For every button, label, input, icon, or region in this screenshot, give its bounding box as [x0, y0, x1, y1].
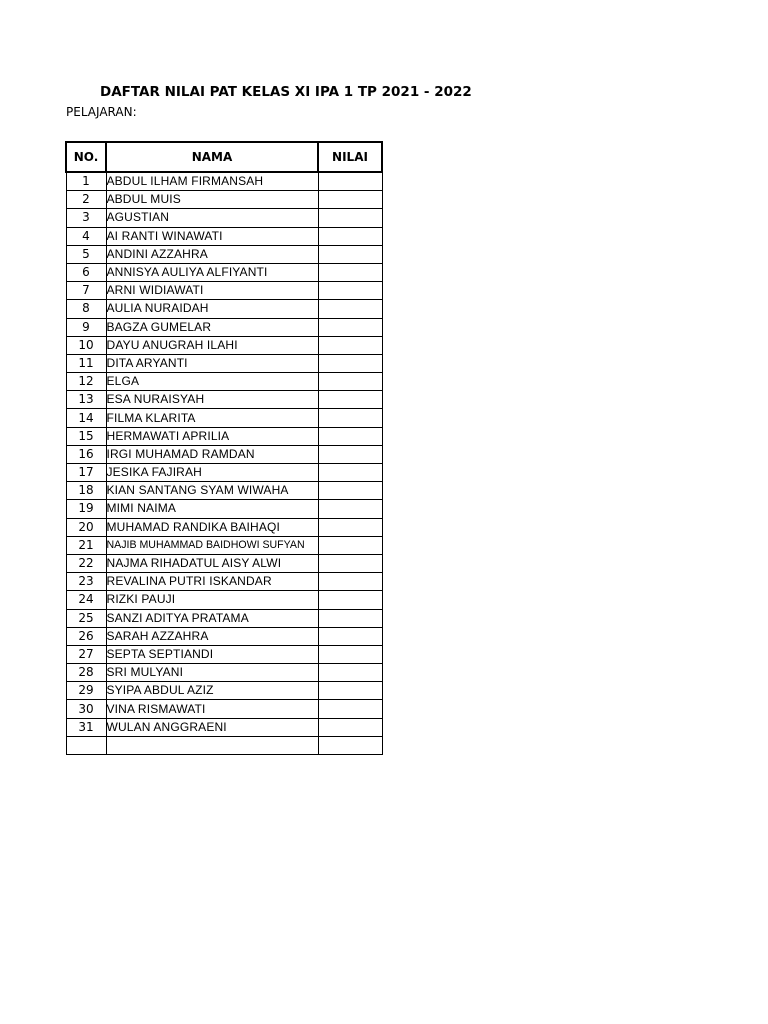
table-row [66, 354, 382, 372]
grades-table [65, 141, 383, 755]
row-number: 10 [66, 336, 106, 354]
student-name: AI RANTI WINAWATI [106, 227, 318, 245]
table-row [66, 172, 382, 191]
grade-cell[interactable] [318, 518, 382, 536]
document-title: DAFTAR NILAI PAT KELAS XI IPA 1 TP 2021 - 2022 [100, 84, 472, 100]
header-nilai: NILAI [318, 142, 382, 172]
student-name: REVALINA PUTRI ISKANDAR [106, 573, 318, 591]
row-number: 25 [66, 609, 106, 627]
row-number: 6 [66, 263, 106, 281]
grade-cell[interactable] [318, 209, 382, 227]
table-row [66, 263, 382, 281]
row-number: 19 [66, 500, 106, 518]
grade-cell[interactable] [318, 336, 382, 354]
student-name: HERMAWATI APRILIA [106, 427, 318, 445]
grade-cell[interactable] [318, 718, 382, 736]
row-number: 22 [66, 554, 106, 572]
table-row [66, 336, 382, 354]
grade-cell[interactable] [318, 427, 382, 445]
table-row [66, 645, 382, 663]
student-name: ABDUL ILHAM FIRMANSAH [106, 172, 318, 191]
grade-cell[interactable] [318, 664, 382, 682]
grade-cell[interactable] [318, 536, 382, 554]
header-no: NO. [66, 142, 106, 172]
table-row [66, 591, 382, 609]
grade-cell[interactable] [318, 682, 382, 700]
table-row [66, 700, 382, 718]
table-row [66, 300, 382, 318]
student-name: KIAN SANTANG SYAM WIWAHA [106, 482, 318, 500]
row-number: 2 [66, 191, 106, 209]
row-number: 5 [66, 245, 106, 263]
grade-cell[interactable] [318, 409, 382, 427]
grade-cell[interactable] [318, 627, 382, 645]
table-row [66, 536, 382, 554]
student-name [106, 736, 318, 754]
grade-cell[interactable] [318, 391, 382, 409]
student-name: WULAN ANGGRAENI [106, 718, 318, 736]
grade-cell[interactable] [318, 282, 382, 300]
grade-cell[interactable] [318, 482, 382, 500]
grade-cell[interactable] [318, 318, 382, 336]
student-name: MIMI NAIMA [106, 500, 318, 518]
student-name: ARNI WIDIAWATI [106, 282, 318, 300]
table-row [66, 373, 382, 391]
row-number: 12 [66, 373, 106, 391]
row-number: 20 [66, 518, 106, 536]
table-row [66, 718, 382, 736]
student-name: AULIA NURAIDAH [106, 300, 318, 318]
student-name: AGUSTIAN [106, 209, 318, 227]
student-name: SRI MULYANI [106, 664, 318, 682]
row-number: 1 [66, 172, 106, 191]
student-name: NAJIB MUHAMMAD BAIDHOWI SUFYAN [106, 536, 318, 554]
student-name: ABDUL MUIS [106, 191, 318, 209]
table-header-row [66, 142, 382, 172]
student-name: SANZI ADITYA PRATAMA [106, 609, 318, 627]
table-row [66, 627, 382, 645]
student-name: ANDINI AZZAHRA [106, 245, 318, 263]
header-nama: NAMA [106, 142, 318, 172]
table-row [66, 318, 382, 336]
row-number: 14 [66, 409, 106, 427]
table-row [66, 573, 382, 591]
table-row [66, 427, 382, 445]
grade-cell[interactable] [318, 263, 382, 281]
row-number: 21 [66, 536, 106, 554]
table-row [66, 518, 382, 536]
row-number: 18 [66, 482, 106, 500]
student-name: FILMA KLARITA [106, 409, 318, 427]
grade-cell[interactable] [318, 736, 382, 754]
grade-cell[interactable] [318, 645, 382, 663]
student-name: BAGZA GUMELAR [106, 318, 318, 336]
table-row [66, 191, 382, 209]
student-name: ANNISYA AULIYA ALFIYANTI [106, 263, 318, 281]
table-row [66, 500, 382, 518]
table-row [66, 609, 382, 627]
table-row [66, 482, 382, 500]
student-name: ELGA [106, 373, 318, 391]
row-number: 31 [66, 718, 106, 736]
table-row [66, 554, 382, 572]
student-name: DITA ARYANTI [106, 354, 318, 372]
grade-cell[interactable] [318, 609, 382, 627]
student-name: RIZKI PAUJI [106, 591, 318, 609]
student-name: ESA NURAISYAH [106, 391, 318, 409]
student-name: SYIPA ABDUL AZIZ [106, 682, 318, 700]
grade-cell[interactable] [318, 464, 382, 482]
row-number: 27 [66, 645, 106, 663]
row-number: 11 [66, 354, 106, 372]
table-row [66, 736, 382, 754]
grade-cell[interactable] [318, 354, 382, 372]
grade-cell[interactable] [318, 554, 382, 572]
table-row [66, 682, 382, 700]
row-number: 17 [66, 464, 106, 482]
table-body [66, 172, 382, 755]
student-name: SARAH AZZAHRA [106, 627, 318, 645]
grade-cell[interactable] [318, 172, 382, 191]
grade-cell[interactable] [318, 300, 382, 318]
row-number: 13 [66, 391, 106, 409]
grade-cell[interactable] [318, 591, 382, 609]
student-name: DAYU ANUGRAH ILAHI [106, 336, 318, 354]
row-number: 28 [66, 664, 106, 682]
grade-cell[interactable] [318, 445, 382, 463]
table-row [66, 282, 382, 300]
row-number: 24 [66, 591, 106, 609]
student-name: JESIKA FAJIRAH [106, 464, 318, 482]
student-name: IRGI MUHAMAD RAMDAN [106, 445, 318, 463]
student-name: MUHAMAD RANDIKA BAIHAQI [106, 518, 318, 536]
table-row [66, 245, 382, 263]
table-row [66, 209, 382, 227]
row-number [66, 736, 106, 754]
row-number: 16 [66, 445, 106, 463]
grade-cell[interactable] [318, 227, 382, 245]
grade-cell[interactable] [318, 245, 382, 263]
table-row [66, 445, 382, 463]
table-row [66, 227, 382, 245]
grade-cell[interactable] [318, 373, 382, 391]
grade-cell[interactable] [318, 191, 382, 209]
grade-cell[interactable] [318, 573, 382, 591]
table-row [66, 391, 382, 409]
row-number: 4 [66, 227, 106, 245]
table-row [66, 409, 382, 427]
table-row [66, 464, 382, 482]
row-number: 30 [66, 700, 106, 718]
row-number: 7 [66, 282, 106, 300]
grade-cell[interactable] [318, 700, 382, 718]
row-number: 26 [66, 627, 106, 645]
row-number: 29 [66, 682, 106, 700]
row-number: 15 [66, 427, 106, 445]
row-number: 8 [66, 300, 106, 318]
table-row [66, 664, 382, 682]
grade-cell[interactable] [318, 500, 382, 518]
row-number: 23 [66, 573, 106, 591]
student-name: NAJMA RIHADATUL AISY ALWI [106, 554, 318, 572]
subject-label: PELAJARAN: [66, 105, 137, 119]
student-name: VINA RISMAWATI [106, 700, 318, 718]
row-number: 9 [66, 318, 106, 336]
row-number: 3 [66, 209, 106, 227]
student-name: SEPTA SEPTIANDI [106, 645, 318, 663]
